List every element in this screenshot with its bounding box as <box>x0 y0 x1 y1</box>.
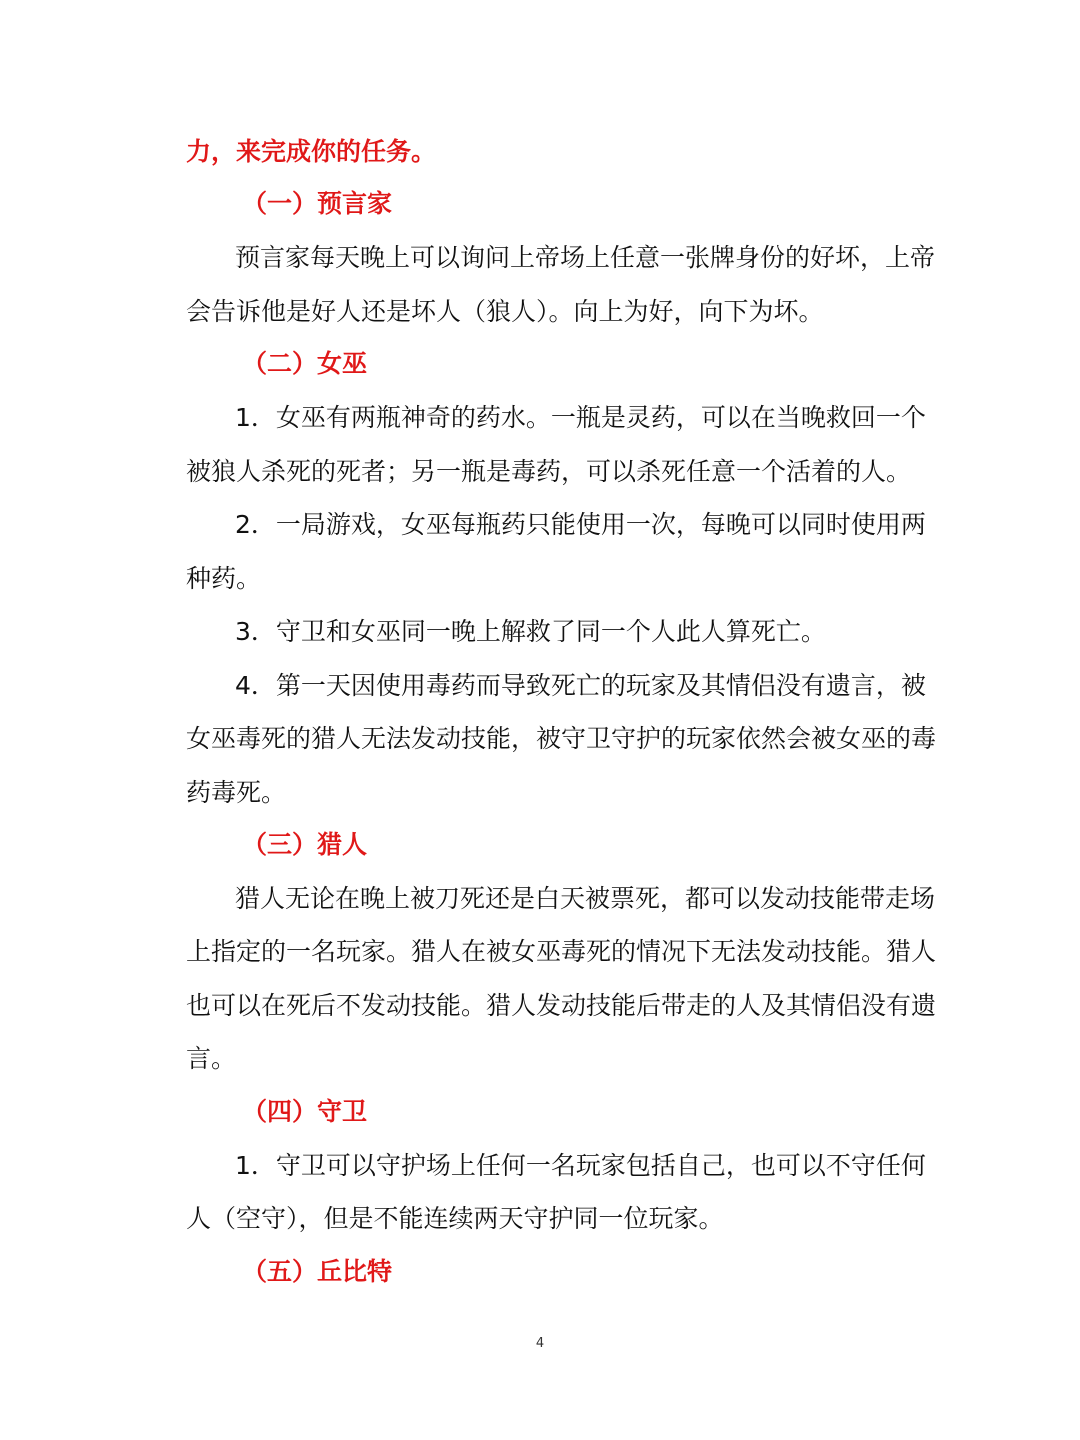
paragraph-line: 1．女巫有两瓶神奇的药水。一瓶是灵药，可以在当晚救回一个 <box>235 403 926 432</box>
paragraph-line: 女巫毒死的猎人无法发动技能，被守卫守护的玩家依然会被女巫的毒 <box>186 724 937 753</box>
section-heading-hunter: （三）猎人 <box>242 830 368 859</box>
section-heading-seer: （一）预言家 <box>242 189 393 218</box>
paragraph-line: 药毒死。 <box>186 778 287 807</box>
paragraph-line: 3．守卫和女巫同一晚上解救了同一个人此人算死亡。 <box>235 617 826 646</box>
section-heading-cupid: （五）丘比特 <box>242 1257 393 1286</box>
paragraph-line: 言。 <box>186 1044 237 1073</box>
paragraph-line: 1．守卫可以守护场上任何一名玩家包括自己，也可以不守任何 <box>235 1151 926 1180</box>
paragraph-line: 预言家每天晚上可以询问上帝场上任意一张牌身份的好坏，上帝 <box>235 243 936 272</box>
page-number: 4 <box>535 1336 545 1351</box>
paragraph-line: 2．一局游戏，女巫每瓶药只能使用一次，每晚可以同时使用两 <box>235 510 926 539</box>
paragraph-line: 种药。 <box>186 564 262 593</box>
section-heading-guard: （四）守卫 <box>242 1097 368 1126</box>
paragraph-line: 也可以在死后不发动技能。猎人发动技能后带走的人及其情侣没有遗 <box>186 991 937 1020</box>
continued-text: 力，来完成你的任务。 <box>186 137 437 166</box>
section-heading-witch: （二）女巫 <box>242 349 368 378</box>
paragraph-line: 4．第一天因使用毒药而导致死亡的玩家及其情侣没有遗言，被 <box>235 671 926 700</box>
paragraph-line: 猎人无论在晚上被刀死还是白天被票死，都可以发动技能带走场 <box>235 884 936 913</box>
paragraph-line: 被狼人杀死的死者；另一瓶是毒药，可以杀死任意一个活着的人。 <box>186 457 912 486</box>
paragraph-line: 上指定的一名玩家。猎人在被女巫毒死的情况下无法发动技能。猎人 <box>186 937 937 966</box>
paragraph-line: 会告诉他是好人还是坏人（狼人）。向上为好，向下为坏。 <box>186 297 824 326</box>
paragraph-line: 人（空守），但是不能连续两天守护同一位玩家。 <box>186 1204 724 1233</box>
